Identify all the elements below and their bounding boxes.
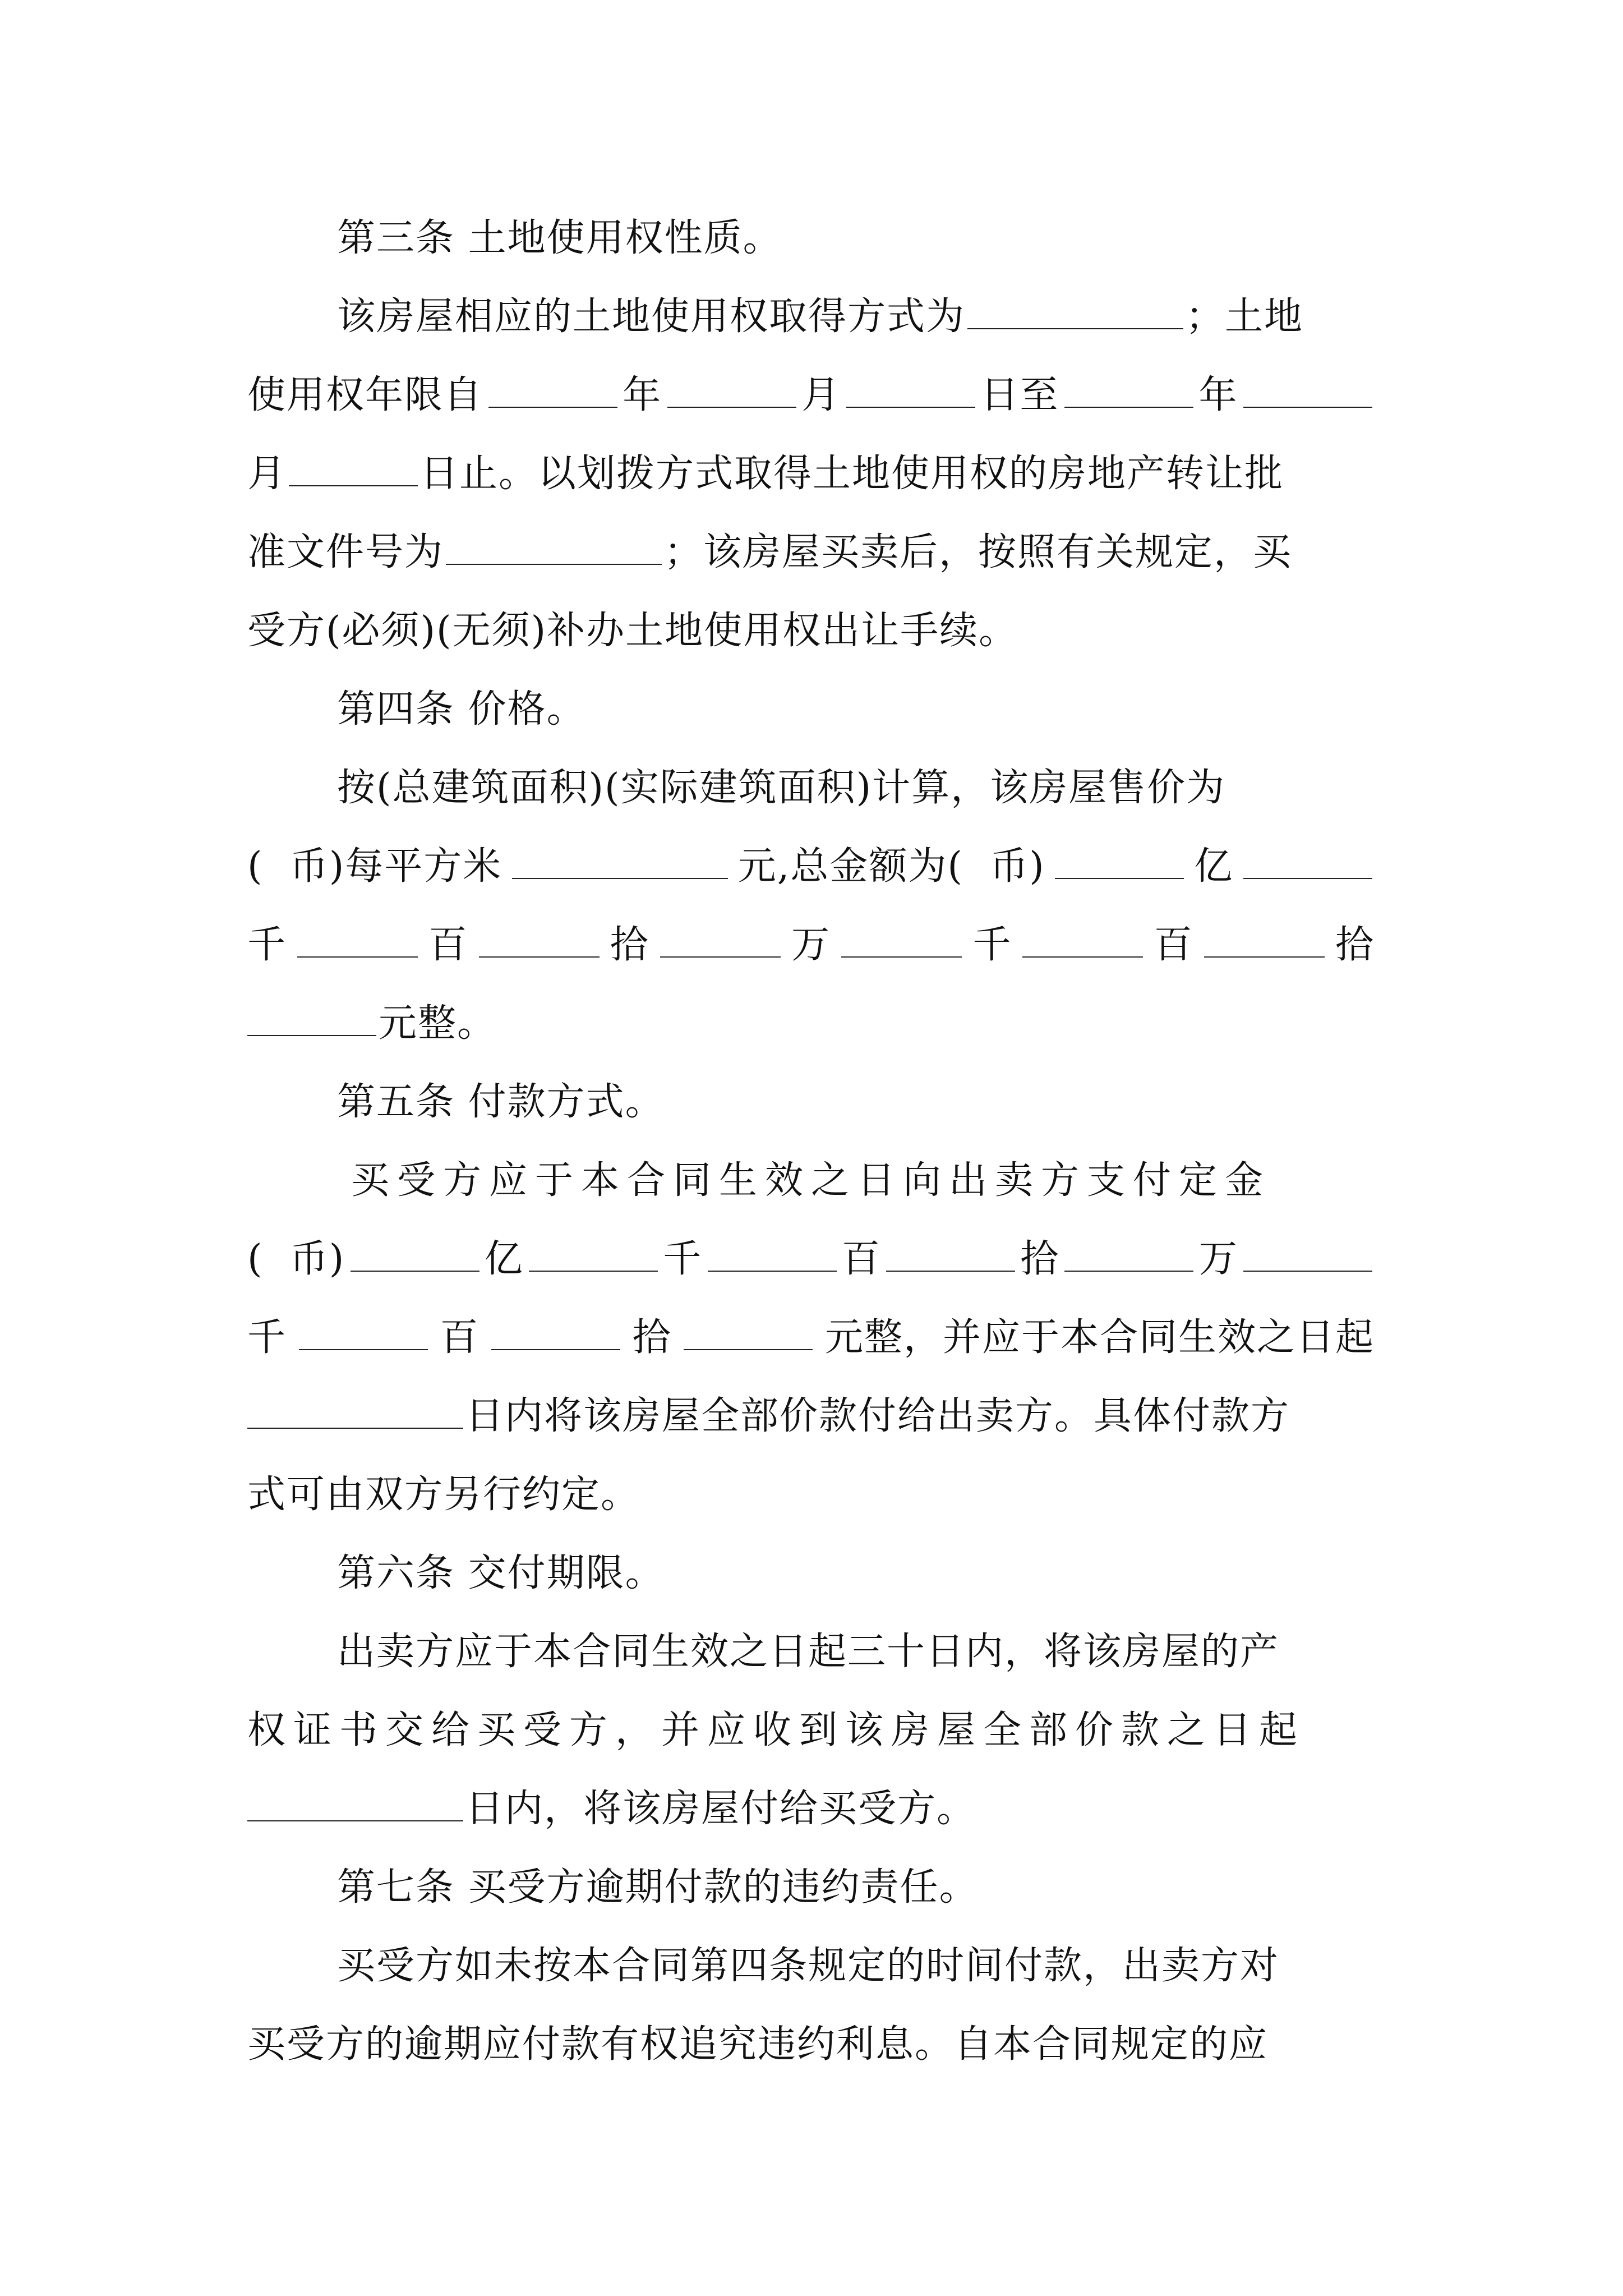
fill-in-blank[interactable]	[1055, 846, 1184, 879]
text-segment: 拾	[1020, 1237, 1060, 1281]
text-segment: 千	[663, 1237, 703, 1281]
fill-in-blank[interactable]	[708, 1239, 837, 1272]
fill-in-blank[interactable]	[247, 1396, 463, 1429]
fill-in-blank[interactable]	[488, 375, 617, 408]
article-3-line-5	[247, 597, 1375, 665]
text-segment: ( 币)每平方米	[247, 844, 502, 889]
text-segment: 元,总金额为( 币)	[737, 844, 1045, 889]
article-3-line-2	[247, 362, 1375, 429]
article-4-line-3	[247, 912, 1375, 979]
article-6-line-3	[247, 1775, 1375, 1843]
text-segment: 月	[247, 452, 287, 496]
text-segment: 买受方的逾期应付款有权追究违约利息。自本合同规定的应	[247, 2022, 1269, 2067]
text-segment: 元整，并应于本合同生效之日起	[824, 1315, 1375, 1360]
fill-in-blank[interactable]	[1243, 1239, 1372, 1272]
fill-in-blank[interactable]	[1243, 846, 1372, 879]
fill-in-blank[interactable]	[1064, 375, 1193, 408]
text-segment: 千	[972, 923, 1012, 967]
article-7-line-2	[247, 2011, 1375, 2078]
text-segment: ；土地	[1186, 295, 1304, 339]
article-3-line-1	[337, 283, 1375, 351]
article-3-heading	[337, 205, 1375, 272]
text-segment: 年	[623, 373, 662, 417]
article-6-line-1	[337, 1618, 1375, 1686]
text-segment: 千	[247, 923, 287, 967]
fill-in-blank[interactable]	[846, 375, 975, 408]
text-segment: 万	[1198, 1237, 1238, 1281]
article-5-line-1	[351, 1147, 1375, 1214]
article-heading-text: 第七条 买受方逾期付款的违约责任。	[337, 1865, 979, 1910]
article-heading-text: 第五条 付款方式。	[337, 1080, 665, 1124]
fill-in-blank[interactable]	[1243, 375, 1372, 408]
article-3-line-3	[247, 440, 1375, 508]
article-7-heading	[337, 1854, 1375, 1921]
text-segment: 日内，将该房屋付给买受方。	[465, 1787, 976, 1831]
text-segment: 使用权年限自	[247, 373, 483, 417]
article-heading-text: 第六条 交付期限。	[337, 1551, 665, 1595]
text-segment: ( 币)	[247, 1237, 345, 1281]
fill-in-blank[interactable]	[512, 846, 728, 879]
fill-in-blank[interactable]	[247, 1004, 376, 1036]
text-segment: 日内将该房屋全部价款付给出卖方。具体付款方	[465, 1394, 1290, 1438]
fill-in-blank[interactable]	[684, 1318, 813, 1350]
article-4-line-4	[247, 990, 1375, 1057]
text-segment: 百	[428, 923, 468, 967]
text-segment: 出卖方应于本合同生效之日起三十日内，将该房屋的产	[337, 1630, 1280, 1674]
fill-in-blank[interactable]	[1022, 925, 1143, 958]
fill-in-blank[interactable]	[667, 375, 796, 408]
text-segment: 式可由双方另行约定。	[247, 1473, 640, 1517]
fill-in-blank[interactable]	[886, 1239, 1015, 1272]
fill-in-blank[interactable]	[491, 1318, 620, 1350]
fill-in-blank[interactable]	[841, 925, 962, 958]
text-segment: 按(总建筑面积)(实际建筑面积)计算，该房屋售价为	[337, 766, 1226, 810]
text-segment: 万	[791, 923, 831, 967]
text-segment: 权证书交给买受方，并应收到该房屋全部价款之日起	[247, 1708, 1306, 1752]
text-segment: 该房屋相应的土地使用权取得方式为	[337, 295, 966, 339]
fill-in-blank[interactable]	[289, 454, 418, 486]
text-segment: 百	[1154, 923, 1193, 967]
text-segment: 买受方如未按本合同第四条规定的时间付款，出卖方对	[337, 1944, 1280, 1988]
text-segment: 月	[801, 373, 841, 417]
text-segment: 百	[841, 1237, 881, 1281]
text-segment: 千	[247, 1315, 287, 1360]
text-segment: ；该房屋买卖后，按照有关规定，买	[664, 530, 1293, 574]
text-segment: 元整。	[379, 1001, 497, 1046]
text-segment: 年	[1198, 373, 1238, 417]
fill-in-blank[interactable]	[529, 1239, 658, 1272]
fill-in-blank[interactable]	[247, 1789, 463, 1821]
article-4-line-2	[247, 833, 1375, 900]
article-heading-text: 第三条 土地使用权性质。	[337, 216, 782, 260]
article-5-line-5	[247, 1461, 1375, 1529]
text-segment: 买受方应于本合同生效之日向出卖方支付定金	[351, 1158, 1271, 1203]
text-segment: 拾	[610, 923, 649, 967]
article-7-line-1	[337, 1932, 1375, 2000]
article-5-heading	[337, 1069, 1375, 1136]
text-segment: 百	[440, 1315, 479, 1360]
article-5-line-3	[247, 1304, 1375, 1372]
fill-in-blank[interactable]	[660, 925, 781, 958]
article-6-line-2	[247, 1697, 1375, 1764]
article-3-line-4	[247, 519, 1375, 586]
fill-in-blank[interactable]	[967, 297, 1183, 329]
fill-in-blank[interactable]	[479, 925, 600, 958]
fill-in-blank[interactable]	[297, 925, 418, 958]
text-segment: 受方(必须)(无须)补办土地使用权出让手续。	[247, 609, 1018, 653]
text-segment: 拾	[1335, 923, 1375, 967]
fill-in-blank[interactable]	[299, 1318, 428, 1350]
article-4-line-1	[337, 754, 1375, 822]
article-5-line-2	[247, 1226, 1375, 1293]
article-4-heading	[337, 676, 1375, 743]
article-5-line-4	[247, 1383, 1375, 1450]
text-segment: 亿	[1194, 844, 1234, 889]
fill-in-blank[interactable]	[351, 1239, 479, 1272]
fill-in-blank[interactable]	[446, 532, 662, 565]
article-heading-text: 第四条 价格。	[337, 687, 586, 731]
text-segment: 亿	[484, 1237, 524, 1281]
text-segment: 拾	[632, 1315, 672, 1360]
text-segment: 准文件号为	[247, 530, 444, 574]
fill-in-blank[interactable]	[1064, 1239, 1193, 1272]
text-segment: 日至	[980, 373, 1059, 417]
article-6-heading	[337, 1540, 1375, 1607]
text-segment: 日止。以划拨方式取得土地使用权的房地产转让批	[420, 452, 1284, 496]
fill-in-blank[interactable]	[1204, 925, 1325, 958]
